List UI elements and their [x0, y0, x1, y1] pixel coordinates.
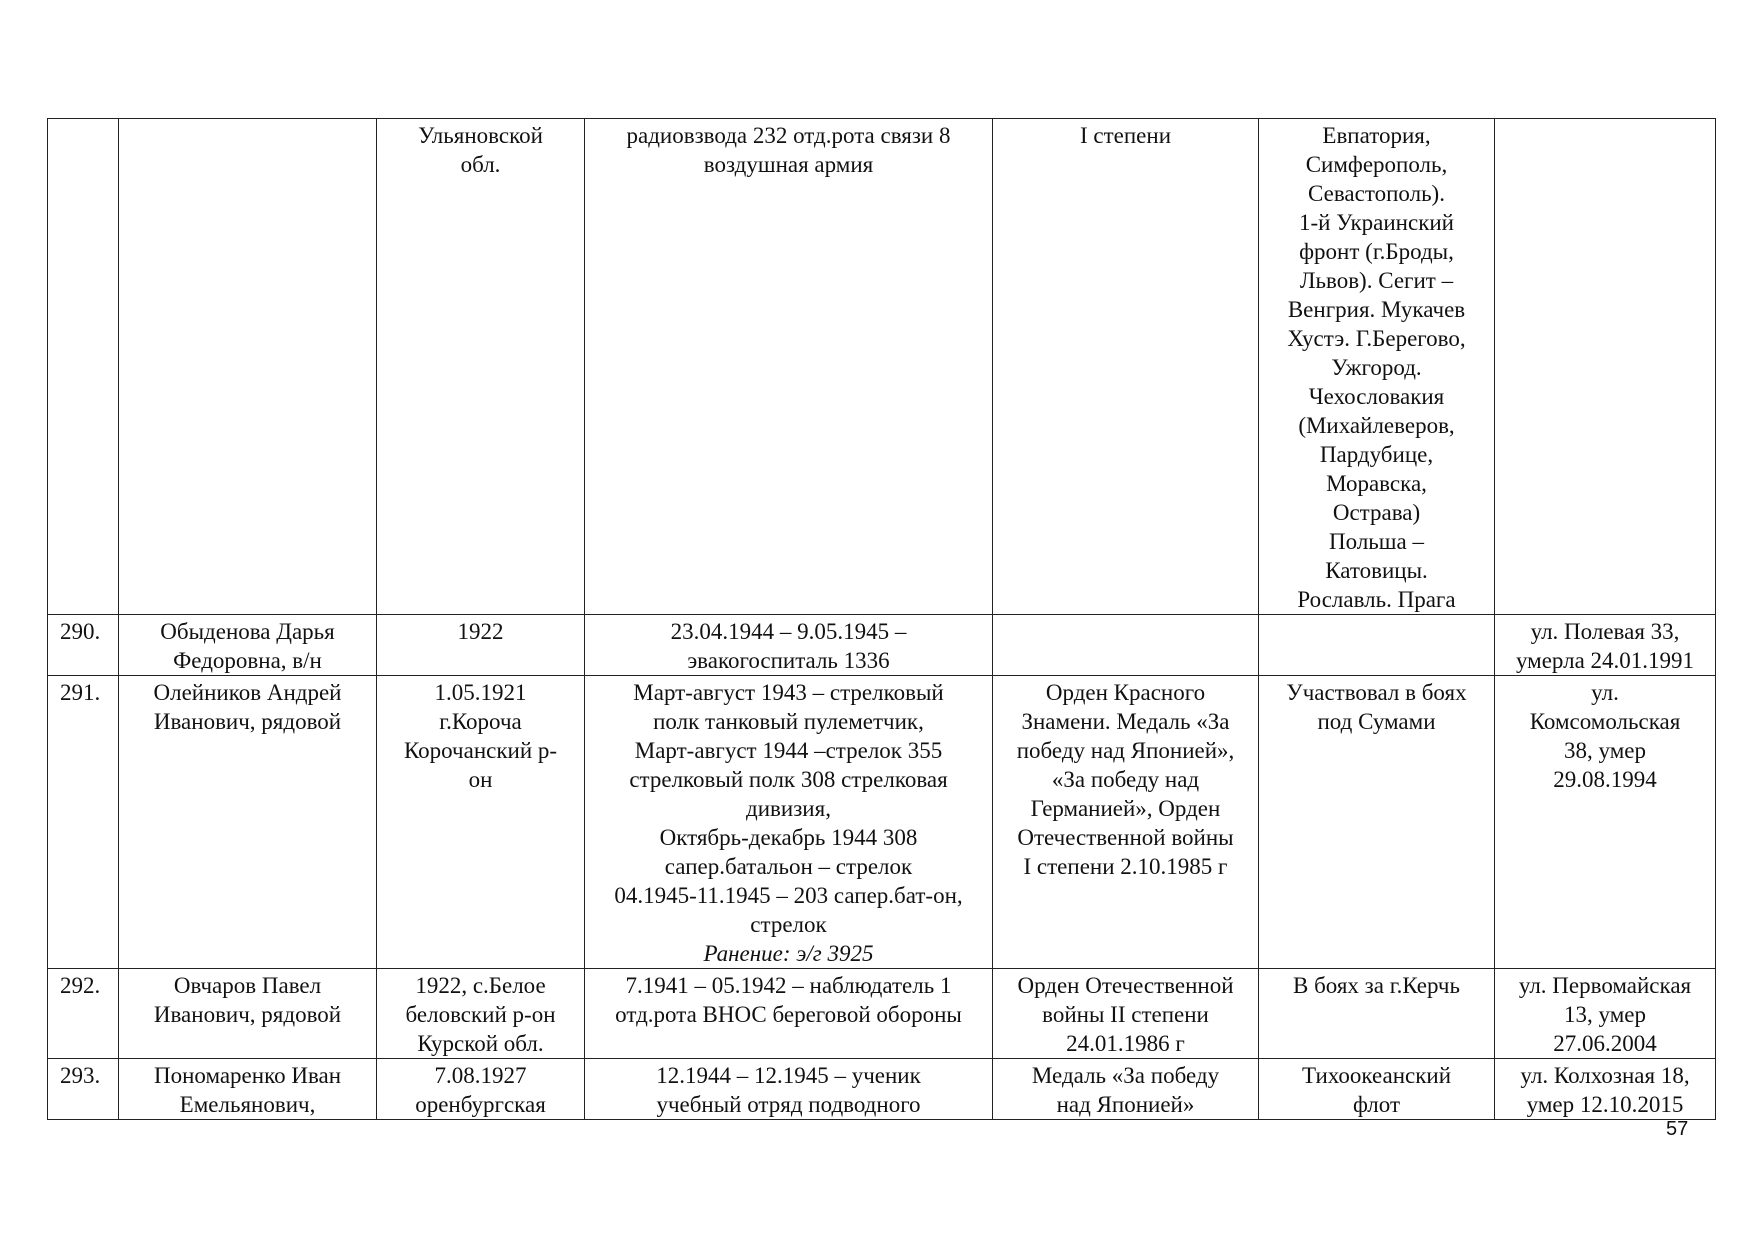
battles-cell: Участвовал в боях под Сумами [1259, 676, 1495, 969]
table-row [48, 969, 1716, 1059]
birth-cell: 1922, с.Белое беловский р-он Курской обл. [377, 969, 585, 1059]
awards-cell [993, 615, 1259, 676]
birth-cell: 7.08.1927 оренбургская [377, 1059, 585, 1120]
address-cell: ул. Комсомольская 38, умер 29.08.1994 [1495, 676, 1716, 969]
table-row [48, 615, 1716, 676]
birth-cell: Ульяновской обл. [377, 119, 585, 615]
row-number-cell: 293. [48, 1059, 119, 1120]
row-number-cell: 292. [48, 969, 119, 1059]
address-cell: ул. Колхозная 18, умер 12.10.2015 [1495, 1059, 1716, 1120]
name-rank-cell: Пономаренко Иван Емельянович, [119, 1059, 377, 1120]
table-row [48, 676, 1716, 969]
veterans-table [47, 118, 1716, 1120]
row-number-cell: 291. [48, 676, 119, 969]
service-text: 7.1941 – 05.1942 – наблюдатель 1 отд.рота ВНОС береговой обороны [615, 973, 962, 1027]
service-cell [585, 676, 993, 969]
wound-note: Ранение: э/г 3925 [703, 941, 874, 966]
battles-cell [1259, 615, 1495, 676]
awards-cell: Медаль «За победу над Японией» [993, 1059, 1259, 1120]
awards-cell: Орден Отечественной войны II степени 24.01.1986 г [993, 969, 1259, 1059]
awards-cell: Орден Красного Знамени. Медаль «За победу над Японией», «За победу над Германией», Орден Отечественной войны I степени 2.10.1985 г [993, 676, 1259, 969]
service-text: 12.1944 – 12.1945 – ученик учебный отряд подводного [656, 1063, 921, 1117]
service-cell [585, 1059, 993, 1120]
name-rank-cell: Олейников Андрей Иванович, рядовой [119, 676, 377, 969]
service-text: Март-август 1943 – стрелковый полк танковый пулеметчик, Март-август 1944 –стрелок 355 стрелковый полк 308 стрелковая дивизия, Октябрь-декабрь 1944 308 сапер.батальон – стрелок 04.1945-11.1945 – 203 сапер.бат-он, стрелок [614, 680, 963, 937]
name-rank-cell: Обыденова Дарья Федоровна, в/н [119, 615, 377, 676]
birth-cell: 1.05.1921 г.Короча Корочанский р- он [377, 676, 585, 969]
awards-cell: I степени [993, 119, 1259, 615]
birth-cell: 1922 [377, 615, 585, 676]
service-cell [585, 969, 993, 1059]
address-cell: ул. Полевая 33, умерла 24.01.1991 [1495, 615, 1716, 676]
service-cell [585, 615, 993, 676]
service-cell [585, 119, 993, 615]
page-number: 57 [1666, 1118, 1689, 1140]
battles-cell: Евпатория, Симферополь, Севастополь). 1-й Украинский фронт (г.Броды, Львов). Сегит – Венгрия. Мукачев Хустэ. Г.Берегово, Ужгород. Чехословакия (Михайлеверов, Пардубице, Моравска, Острава) Польша – Катовицы. Рославль. Прага [1259, 119, 1495, 615]
battles-cell: В боях за г.Керчь [1259, 969, 1495, 1059]
service-text: 23.04.1944 – 9.05.1945 – эвакогоспиталь 1336 [670, 619, 907, 673]
row-number-cell [48, 119, 119, 615]
row-number-cell: 290. [48, 615, 119, 676]
battles-cell: Тихоокеанский флот [1259, 1059, 1495, 1120]
table-row [48, 119, 1716, 615]
table-row [48, 1059, 1716, 1120]
name-rank-cell [119, 119, 377, 615]
name-rank-cell: Овчаров Павел Иванович, рядовой [119, 969, 377, 1059]
address-cell: ул. Первомайская 13, умер 27.06.2004 [1495, 969, 1716, 1059]
address-cell [1495, 119, 1716, 615]
service-text: радиовзвода 232 отд.рота связи 8 воздушная армия [626, 123, 951, 177]
